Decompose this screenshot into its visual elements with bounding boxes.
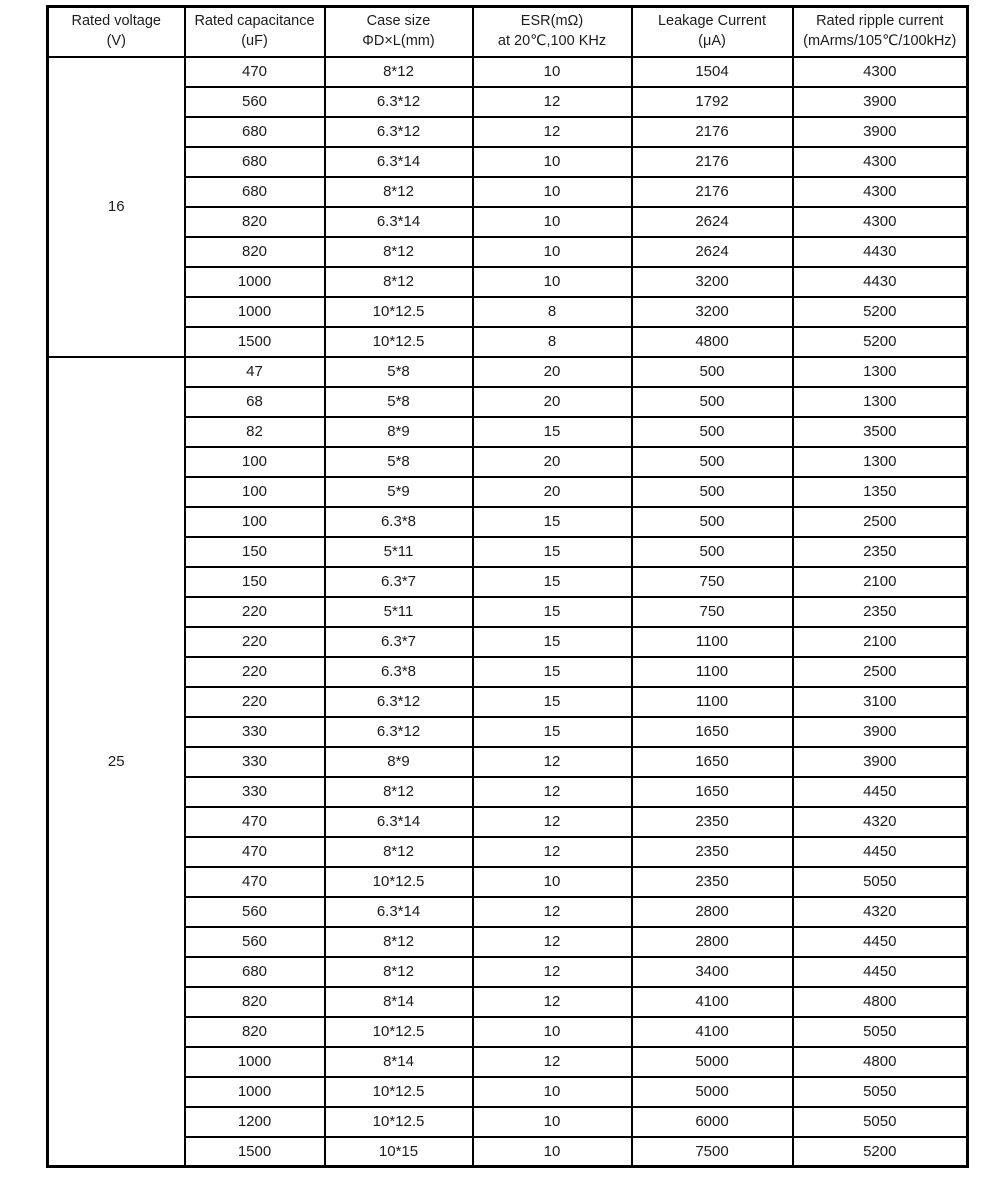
cell-capacitance: 470 bbox=[185, 837, 325, 867]
cell-leakage: 3200 bbox=[632, 297, 793, 327]
cell-leakage: 500 bbox=[632, 447, 793, 477]
cell-capacitance: 1000 bbox=[185, 1077, 325, 1107]
cell-esr: 8 bbox=[473, 327, 632, 357]
cell-case-size: 8*9 bbox=[325, 417, 473, 447]
cell-capacitance: 68 bbox=[185, 387, 325, 417]
cell-ripple: 4450 bbox=[793, 837, 968, 867]
cell-leakage: 4800 bbox=[632, 327, 793, 357]
cell-case-size: 8*12 bbox=[325, 177, 473, 207]
cell-ripple: 1300 bbox=[793, 447, 968, 477]
cell-case-size: 8*12 bbox=[325, 957, 473, 987]
cell-capacitance: 470 bbox=[185, 867, 325, 897]
cell-esr: 10 bbox=[473, 1077, 632, 1107]
cell-esr: 15 bbox=[473, 537, 632, 567]
cell-case-size: 6.3*12 bbox=[325, 687, 473, 717]
cell-capacitance: 820 bbox=[185, 237, 325, 267]
table-row bbox=[48, 267, 968, 297]
table-row bbox=[48, 417, 968, 447]
cell-capacitance: 560 bbox=[185, 927, 325, 957]
column-header-rated-capacitance bbox=[185, 7, 325, 57]
cell-leakage: 1650 bbox=[632, 747, 793, 777]
header-row bbox=[48, 7, 968, 57]
cell-leakage: 5000 bbox=[632, 1077, 793, 1107]
cell-capacitance: 820 bbox=[185, 207, 325, 237]
cell-ripple: 5050 bbox=[793, 1017, 968, 1047]
cell-capacitance: 82 bbox=[185, 417, 325, 447]
cell-esr: 10 bbox=[473, 867, 632, 897]
cell-capacitance: 1000 bbox=[185, 1047, 325, 1077]
cell-case-size: 5*8 bbox=[325, 387, 473, 417]
cell-ripple: 3500 bbox=[793, 417, 968, 447]
column-header-rated-ripple-current bbox=[793, 7, 968, 57]
cell-ripple: 4300 bbox=[793, 207, 968, 237]
table-row bbox=[48, 57, 968, 87]
cell-leakage: 2350 bbox=[632, 837, 793, 867]
cell-case-size: 5*11 bbox=[325, 597, 473, 627]
cell-esr: 12 bbox=[473, 777, 632, 807]
table-row bbox=[48, 1047, 968, 1077]
cell-leakage: 3400 bbox=[632, 957, 793, 987]
cell-capacitance: 330 bbox=[185, 717, 325, 747]
column-header-rated-ripple-current-line1: Rated ripple current bbox=[816, 13, 944, 30]
cell-case-size: 6.3*12 bbox=[325, 717, 473, 747]
cell-esr: 20 bbox=[473, 357, 632, 387]
cell-leakage: 2624 bbox=[632, 207, 793, 237]
cell-capacitance: 680 bbox=[185, 147, 325, 177]
cell-case-size: 8*9 bbox=[325, 747, 473, 777]
cell-leakage: 1100 bbox=[632, 657, 793, 687]
cell-leakage: 500 bbox=[632, 357, 793, 387]
cell-esr: 12 bbox=[473, 927, 632, 957]
cell-capacitance: 100 bbox=[185, 507, 325, 537]
cell-esr: 20 bbox=[473, 447, 632, 477]
table-row bbox=[48, 1077, 968, 1107]
cell-case-size: 5*11 bbox=[325, 537, 473, 567]
cell-ripple: 4450 bbox=[793, 927, 968, 957]
table-row bbox=[48, 327, 968, 357]
cell-ripple: 3900 bbox=[793, 747, 968, 777]
table-row bbox=[48, 747, 968, 777]
cell-leakage: 5000 bbox=[632, 1047, 793, 1077]
cell-ripple: 1350 bbox=[793, 477, 968, 507]
cell-ripple: 4450 bbox=[793, 957, 968, 987]
cell-case-size: 8*12 bbox=[325, 57, 473, 87]
table-row bbox=[48, 597, 968, 627]
table-row bbox=[48, 777, 968, 807]
cell-ripple: 4320 bbox=[793, 897, 968, 927]
cell-esr: 8 bbox=[473, 297, 632, 327]
cell-ripple: 4300 bbox=[793, 57, 968, 87]
cell-esr: 15 bbox=[473, 597, 632, 627]
cell-esr: 10 bbox=[473, 267, 632, 297]
cell-case-size: 8*12 bbox=[325, 777, 473, 807]
cell-esr: 15 bbox=[473, 717, 632, 747]
table-row bbox=[48, 147, 968, 177]
cell-leakage: 6000 bbox=[632, 1107, 793, 1137]
cell-leakage: 2350 bbox=[632, 867, 793, 897]
table-row bbox=[48, 537, 968, 567]
cell-leakage: 1100 bbox=[632, 687, 793, 717]
cell-case-size: 10*12.5 bbox=[325, 297, 473, 327]
cell-capacitance: 220 bbox=[185, 597, 325, 627]
cell-leakage: 2176 bbox=[632, 147, 793, 177]
cell-capacitance: 150 bbox=[185, 537, 325, 567]
cell-esr: 15 bbox=[473, 507, 632, 537]
table-row bbox=[48, 297, 968, 327]
cell-capacitance: 100 bbox=[185, 447, 325, 477]
cell-leakage: 500 bbox=[632, 537, 793, 567]
cell-esr: 12 bbox=[473, 837, 632, 867]
cell-leakage: 1650 bbox=[632, 777, 793, 807]
table-row bbox=[48, 717, 968, 747]
cell-ripple: 4320 bbox=[793, 807, 968, 837]
cell-ripple: 3900 bbox=[793, 87, 968, 117]
cell-esr: 10 bbox=[473, 147, 632, 177]
cell-ripple: 3900 bbox=[793, 717, 968, 747]
column-header-esr-line1: ESR(mΩ) bbox=[520, 13, 584, 30]
cell-esr: 10 bbox=[473, 1107, 632, 1137]
cell-case-size: 10*12.5 bbox=[325, 327, 473, 357]
cell-leakage: 3200 bbox=[632, 267, 793, 297]
cell-ripple: 2500 bbox=[793, 657, 968, 687]
column-header-rated-capacitance-line2: (uF) bbox=[241, 32, 268, 49]
voltage-group-cell-16v: 16 bbox=[48, 57, 185, 357]
cell-capacitance: 1000 bbox=[185, 267, 325, 297]
spec-table-body bbox=[48, 57, 968, 1167]
cell-case-size: 5*9 bbox=[325, 477, 473, 507]
cell-case-size: 8*14 bbox=[325, 1047, 473, 1077]
table-row bbox=[48, 387, 968, 417]
cell-leakage: 2350 bbox=[632, 807, 793, 837]
cell-capacitance: 820 bbox=[185, 987, 325, 1017]
cell-ripple: 2100 bbox=[793, 567, 968, 597]
cell-leakage: 2176 bbox=[632, 177, 793, 207]
column-header-rated-ripple-current-line2: (mArms/105℃/100kHz) bbox=[803, 32, 957, 49]
cell-case-size: 6.3*7 bbox=[325, 627, 473, 657]
cell-capacitance: 680 bbox=[185, 177, 325, 207]
cell-ripple: 5050 bbox=[793, 1107, 968, 1137]
cell-case-size: 6.3*14 bbox=[325, 147, 473, 177]
cell-esr: 12 bbox=[473, 957, 632, 987]
table-row bbox=[48, 957, 968, 987]
cell-leakage: 4100 bbox=[632, 1017, 793, 1047]
cell-case-size: 6.3*7 bbox=[325, 567, 473, 597]
column-header-leakage-current-line1: Leakage Current bbox=[657, 13, 766, 30]
cell-ripple: 1300 bbox=[793, 387, 968, 417]
table-row bbox=[48, 1107, 968, 1137]
cell-leakage: 750 bbox=[632, 567, 793, 597]
table-row bbox=[48, 87, 968, 117]
cell-case-size: 6.3*12 bbox=[325, 87, 473, 117]
table-row bbox=[48, 1137, 968, 1167]
cell-esr: 10 bbox=[473, 1137, 632, 1167]
voltage-group-cell-25v: 25 bbox=[48, 357, 185, 1167]
cell-esr: 12 bbox=[473, 87, 632, 117]
column-header-case-size-line1: Case size bbox=[366, 13, 431, 30]
cell-capacitance: 560 bbox=[185, 897, 325, 927]
cell-leakage: 1100 bbox=[632, 627, 793, 657]
cell-ripple: 2500 bbox=[793, 507, 968, 537]
table-row bbox=[48, 1017, 968, 1047]
cell-leakage: 2800 bbox=[632, 897, 793, 927]
cell-case-size: 8*12 bbox=[325, 837, 473, 867]
spec-table bbox=[46, 5, 969, 1168]
cell-ripple: 4450 bbox=[793, 777, 968, 807]
table-row bbox=[48, 117, 968, 147]
cell-ripple: 4800 bbox=[793, 987, 968, 1017]
table-row bbox=[48, 447, 968, 477]
column-header-rated-capacitance-line1: Rated capacitance bbox=[194, 13, 315, 30]
table-row bbox=[48, 237, 968, 267]
table-row bbox=[48, 177, 968, 207]
cell-capacitance: 220 bbox=[185, 657, 325, 687]
cell-capacitance: 470 bbox=[185, 57, 325, 87]
cell-ripple: 2350 bbox=[793, 597, 968, 627]
cell-leakage: 1650 bbox=[632, 717, 793, 747]
cell-case-size: 6.3*14 bbox=[325, 207, 473, 237]
cell-esr: 20 bbox=[473, 477, 632, 507]
cell-capacitance: 150 bbox=[185, 567, 325, 597]
column-header-esr bbox=[473, 7, 632, 57]
cell-ripple: 3900 bbox=[793, 117, 968, 147]
table-row bbox=[48, 207, 968, 237]
cell-esr: 10 bbox=[473, 237, 632, 267]
column-header-leakage-current bbox=[632, 7, 793, 57]
table-row bbox=[48, 567, 968, 597]
cell-case-size: 6.3*8 bbox=[325, 657, 473, 687]
table-row bbox=[48, 627, 968, 657]
cell-capacitance: 470 bbox=[185, 807, 325, 837]
column-header-esr-line2: at 20℃,100 KHz bbox=[497, 32, 607, 49]
cell-capacitance: 680 bbox=[185, 117, 325, 147]
cell-capacitance: 680 bbox=[185, 957, 325, 987]
cell-leakage: 4100 bbox=[632, 987, 793, 1017]
column-header-case-size bbox=[325, 7, 473, 57]
cell-ripple: 4430 bbox=[793, 267, 968, 297]
cell-esr: 10 bbox=[473, 207, 632, 237]
cell-leakage: 2176 bbox=[632, 117, 793, 147]
cell-esr: 15 bbox=[473, 627, 632, 657]
cell-esr: 15 bbox=[473, 657, 632, 687]
table-row bbox=[48, 927, 968, 957]
column-header-case-size-line2: ΦD×L(mm) bbox=[362, 32, 435, 49]
cell-case-size: 10*15 bbox=[325, 1137, 473, 1167]
cell-case-size: 5*8 bbox=[325, 447, 473, 477]
cell-capacitance: 820 bbox=[185, 1017, 325, 1047]
cell-capacitance: 330 bbox=[185, 777, 325, 807]
cell-ripple: 4300 bbox=[793, 177, 968, 207]
cell-ripple: 4300 bbox=[793, 147, 968, 177]
cell-leakage: 7500 bbox=[632, 1137, 793, 1167]
cell-ripple: 5200 bbox=[793, 297, 968, 327]
cell-ripple: 4800 bbox=[793, 1047, 968, 1077]
cell-esr: 20 bbox=[473, 387, 632, 417]
table-row bbox=[48, 987, 968, 1017]
cell-leakage: 750 bbox=[632, 597, 793, 627]
cell-esr: 15 bbox=[473, 417, 632, 447]
cell-capacitance: 1200 bbox=[185, 1107, 325, 1137]
cell-ripple: 5200 bbox=[793, 1137, 968, 1167]
cell-esr: 12 bbox=[473, 807, 632, 837]
cell-capacitance: 100 bbox=[185, 477, 325, 507]
cell-case-size: 6.3*8 bbox=[325, 507, 473, 537]
table-row bbox=[48, 357, 968, 387]
cell-case-size: 10*12.5 bbox=[325, 1107, 473, 1137]
cell-leakage: 1504 bbox=[632, 57, 793, 87]
cell-esr: 12 bbox=[473, 987, 632, 1017]
cell-esr: 12 bbox=[473, 117, 632, 147]
table-row bbox=[48, 687, 968, 717]
cell-ripple: 5050 bbox=[793, 1077, 968, 1107]
cell-leakage: 500 bbox=[632, 387, 793, 417]
table-row bbox=[48, 807, 968, 837]
cell-case-size: 10*12.5 bbox=[325, 867, 473, 897]
cell-case-size: 10*12.5 bbox=[325, 1017, 473, 1047]
cell-ripple: 5050 bbox=[793, 867, 968, 897]
column-header-rated-voltage-line2: (V) bbox=[106, 32, 126, 49]
cell-capacitance: 1500 bbox=[185, 1137, 325, 1167]
cell-capacitance: 330 bbox=[185, 747, 325, 777]
cell-esr: 10 bbox=[473, 1017, 632, 1047]
cell-esr: 12 bbox=[473, 747, 632, 777]
cell-case-size: 5*8 bbox=[325, 357, 473, 387]
cell-case-size: 6.3*14 bbox=[325, 897, 473, 927]
cell-capacitance: 560 bbox=[185, 87, 325, 117]
cell-case-size: 8*12 bbox=[325, 927, 473, 957]
cell-leakage: 2800 bbox=[632, 927, 793, 957]
cell-leakage: 500 bbox=[632, 417, 793, 447]
table-row bbox=[48, 897, 968, 927]
cell-leakage: 500 bbox=[632, 507, 793, 537]
spec-table-header bbox=[48, 7, 968, 57]
cell-ripple: 5200 bbox=[793, 327, 968, 357]
column-header-rated-voltage-line1: Rated voltage bbox=[71, 13, 161, 30]
table-row bbox=[48, 837, 968, 867]
cell-case-size: 8*14 bbox=[325, 987, 473, 1017]
cell-ripple: 2100 bbox=[793, 627, 968, 657]
cell-capacitance: 1000 bbox=[185, 297, 325, 327]
cell-ripple: 2350 bbox=[793, 537, 968, 567]
cell-ripple: 3100 bbox=[793, 687, 968, 717]
cell-esr: 10 bbox=[473, 177, 632, 207]
cell-esr: 15 bbox=[473, 687, 632, 717]
table-row bbox=[48, 657, 968, 687]
cell-ripple: 4430 bbox=[793, 237, 968, 267]
cell-capacitance: 220 bbox=[185, 687, 325, 717]
cell-case-size: 6.3*12 bbox=[325, 117, 473, 147]
table-row bbox=[48, 477, 968, 507]
column-header-leakage-current-line2: (μA) bbox=[698, 32, 726, 49]
cell-esr: 12 bbox=[473, 1047, 632, 1077]
cell-capacitance: 1500 bbox=[185, 327, 325, 357]
table-row bbox=[48, 507, 968, 537]
cell-case-size: 8*12 bbox=[325, 267, 473, 297]
cell-capacitance: 220 bbox=[185, 627, 325, 657]
cell-ripple: 1300 bbox=[793, 357, 968, 387]
table-row bbox=[48, 867, 968, 897]
cell-case-size: 8*12 bbox=[325, 237, 473, 267]
cell-esr: 15 bbox=[473, 567, 632, 597]
cell-leakage: 1792 bbox=[632, 87, 793, 117]
cell-case-size: 10*12.5 bbox=[325, 1077, 473, 1107]
cell-esr: 12 bbox=[473, 897, 632, 927]
cell-leakage: 2624 bbox=[632, 237, 793, 267]
cell-esr: 10 bbox=[473, 57, 632, 87]
cell-case-size: 6.3*14 bbox=[325, 807, 473, 837]
column-header-rated-voltage bbox=[48, 7, 185, 57]
cell-leakage: 500 bbox=[632, 477, 793, 507]
cell-capacitance: 47 bbox=[185, 357, 325, 387]
